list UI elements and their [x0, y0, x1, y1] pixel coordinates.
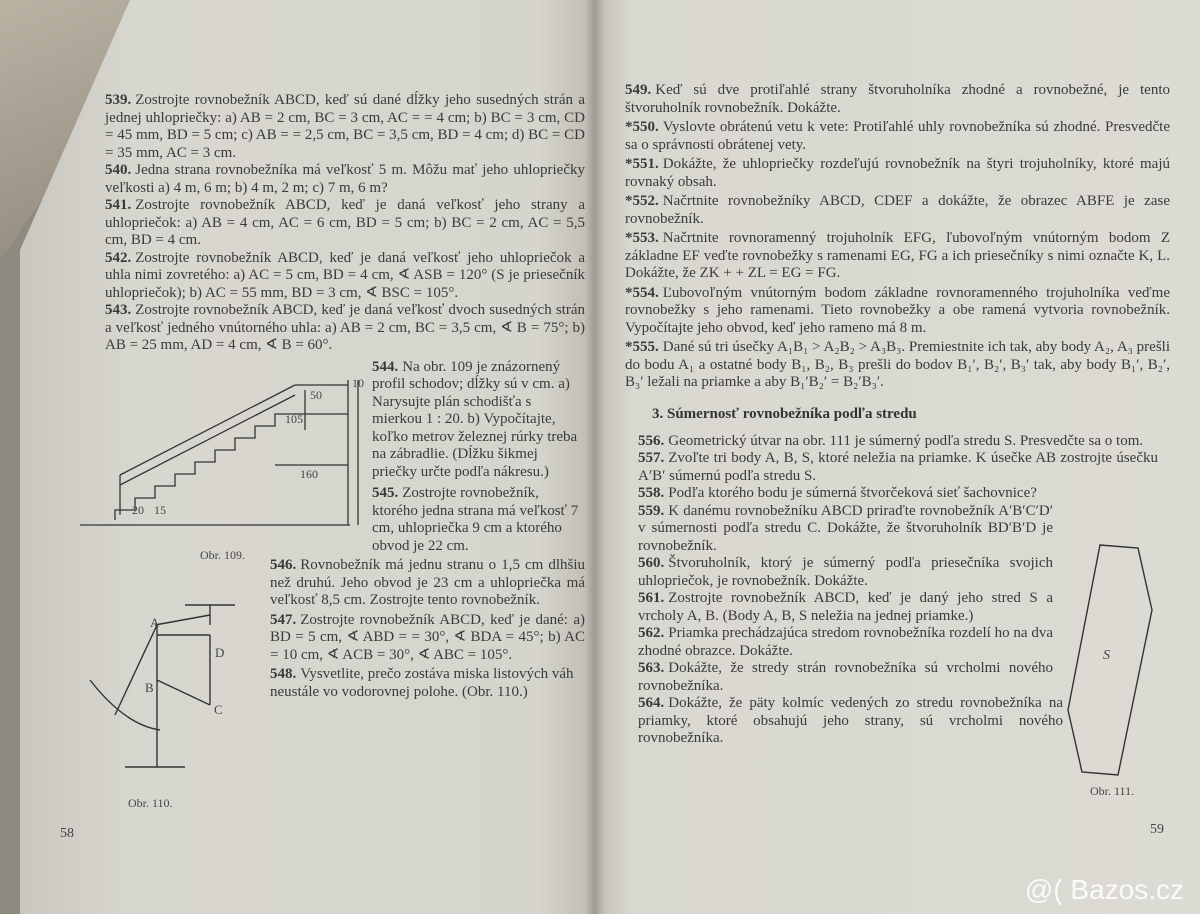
exercise-text: Vyslovte obrátenú vetu k vete: Protiľahlé uhly rovnobežníka sú zhodné. Presvedčte sa o správnosti obrátenej vety.: [625, 119, 1170, 153]
exercise-number: 544.: [372, 358, 399, 375]
exercise-text: Podľa ktorého bodu je súmerná štvorčeková sieť šachovnice?: [668, 485, 1037, 501]
exercise-number: *554.: [625, 284, 659, 301]
exercise-550: [625, 119, 1170, 154]
exercise-number: 546.: [270, 557, 297, 573]
exercise-text: Zostrojte rovnobežník, ktorého jedna strana má veľkosť 7 cm, uhlopriečka 9 cm a ktorého obvod je 22 cm.: [372, 485, 579, 554]
page-number: 58: [60, 826, 74, 841]
exercise-number: *555.: [625, 339, 659, 355]
exercise-text: Štvoruholník, ktorý je súmerný podľa priesečníka svojich uhlopriečok, je rovnobežník. Dokážte.: [638, 555, 1053, 589]
watermark-logo: @( Bazos.cz: [1024, 874, 1184, 905]
exercise-540: [105, 162, 585, 197]
figure-caption: Obr. 111.: [1090, 784, 1135, 798]
exercise-number: 557.: [638, 450, 665, 466]
dimension-label: 15: [154, 503, 166, 517]
page-number: 59: [1150, 822, 1164, 837]
dimension-label: 10: [352, 376, 364, 390]
exercise-542: [105, 250, 585, 303]
dimension-label: 20: [132, 503, 144, 517]
exercise-number: 558.: [638, 485, 665, 501]
exercise-number: 560.: [638, 555, 665, 571]
exercise-number: *551.: [625, 156, 659, 172]
exercise-555: [625, 339, 1170, 392]
dimension-label: 50: [310, 388, 322, 402]
figure-109-staircase: [80, 375, 370, 540]
exercise-text: Dokážte, že päty kolmíc vedených zo stredu rovnobežníka na priamky, ktoré obsahujú jeho strany, sú vrcholmi nového rovnobežníka.: [638, 695, 1063, 746]
exercise-563: [638, 660, 1053, 695]
exercise-number: 541.: [105, 197, 132, 213]
exercise-text: Dokážte, že uhlopriečky rozdeľujú rovnobežník na štyri trojuholníky, ktoré majú rovnaký obsah.: [625, 156, 1170, 190]
exercise-number: 562.: [638, 625, 665, 641]
exercise-number: 543.: [105, 302, 132, 318]
exercise-number: 549.: [625, 82, 652, 98]
exercise-text: Keď sú dve protiľahlé strany štvoruholníka zhodné a rovnobežné, je tento štvoruholník rovnobežník. Dokážte.: [625, 82, 1170, 116]
exercise-544: [372, 359, 585, 482]
exercise-text: Zostrojte rovnobežník ABCD, keď je dané: a) BD = 5 cm, ∢ ABD = = 30°, ∢ BDA = 45°; b) AC = 10 cm, ∢ ACB = 30°, ∢ ABC = 105°.: [270, 611, 585, 663]
exercise-543: [105, 302, 585, 355]
section-heading: 3. Súmernosť rovnobežníka podľa stredu: [652, 405, 917, 422]
exercise-539: [105, 92, 585, 162]
exercise-547: [270, 612, 585, 665]
exercise-559: [638, 503, 1053, 556]
exercise-text: Priamka prechádzajúca stredom rovnobežníka rozdelí ho na dva zhodné obrazce. Dokážte.: [638, 625, 1053, 659]
exercise-text: Dané sú tri úsečky A₁B₁ > A₂B₂ > A₃B₃. Premiestnite ich tak, aby body A₂, A₃ prešli do bodu A₁ a ostatné body B₁, B₂, B₃ prešli do bodov B₁′, B₂′, B₃′ tak, aby body B₁′, B₂′, B₃′ ležali na priamke a aby B₁′B₂′ = B₂′B₃′.: [625, 339, 1170, 390]
exercise-556: [638, 433, 1158, 451]
exercise-560: [638, 555, 1053, 590]
point-label: B: [145, 680, 154, 695]
figure-111-hexagon: [1060, 540, 1160, 780]
exercise-text: Zostrojte rovnobežník ABCD, keď je daná veľkosť jeho uhlopriečok a uhla nimi zovretého: a) AC = 5 cm, BD = 4 cm, ∢ ASB = 120° (S je priesečník uhlopriečok); b) AC = 55 mm, BD = 3 cm, ∢ BSC = 105°.: [105, 249, 585, 301]
exercise-554: [625, 285, 1170, 338]
exercise-text: Zostrojte rovnobežník ABCD, keď sú dané dĺžky jeho susedných strán a jednej uhlopriečky: a) AB = 2 cm, BC = 3 cm, AC = = 4 cm; b) BC = 3 cm, CD = 45 mm, BD = 5 cm; c) AB = = 2,5 cm, BC = 3,5 cm, BD = 4 cm; d) BC = CD = 35 mm, AC = 3 cm.: [105, 92, 585, 161]
exercise-text: K danému rovnobežníku ABCD priraďte rovnobežník A′B′C′D′ v súmernosti podľa stredu C. Dokážte, že štvoruholník BD′B′D je rovnobežník.: [638, 502, 1053, 554]
exercise-561: [638, 590, 1053, 625]
exercise-553: [625, 230, 1170, 283]
dimension-label: 105: [285, 412, 303, 426]
point-label: D: [215, 645, 225, 660]
exercise-551: [625, 156, 1170, 191]
exercise-564: [638, 695, 1063, 748]
exercise-562: [638, 625, 1053, 660]
exercise-text: Vysvetlite, prečo zostáva miska listových váh neustále vo vodorovnej polohe. (Obr. 110.): [270, 666, 574, 700]
exercise-541: [105, 197, 585, 250]
exercise-557: [638, 450, 1158, 485]
exercise-546: [270, 557, 585, 610]
exercise-number: 556.: [638, 432, 665, 449]
exercise-number: 539.: [105, 92, 132, 108]
exercise-text: Zostrojte rovnobežník ABCD, keď je daná veľkosť jeho strany a uhlopriečok: a) AB = 4 cm, AC = 6 cm, BD = 5 cm; b) BC = 2 cm, AC = 5,5 cm, BD = 4 cm.: [105, 197, 585, 248]
exercise-text: Ľubovoľným vnútorným bodom základne rovnoramenného trojuholníka veďme rovnobežky s jeho ramenami. Tieto rovnobežky a obe ramená vytvoria rovnobežník. Vypočítajte jeho obvod, keď jeho rameno má 8 m.: [625, 284, 1170, 336]
exercise-number: 548.: [270, 666, 297, 682]
exercise-number: 547.: [270, 611, 297, 628]
exercise-text: Načrtnite rovnoramenný trojuholník EFG, ľubovoľným vnútorným bodom Z základne EF veďte rovnobežky s ramenami EG, FG a ich priesečníky s nimi označte K, L. Dokážte, že ZK + + ZL = EG = FG.: [625, 230, 1170, 281]
figure-caption: Obr. 109.: [200, 548, 245, 562]
center-label: S: [1103, 648, 1110, 663]
figure-110-scale: [85, 595, 255, 795]
exercise-text: Zostrojte rovnobežník ABCD, keď je daný jeho stred S a vrcholy A, B. (Body A, B, S neležia na jednej priamke.): [638, 590, 1053, 624]
exercise-545: [372, 485, 585, 555]
exercise-text: Jedna strana rovnobežníka má veľkosť 5 m. Môžu mať jeho uhlopriečky veľkosti a) 4 m, 6 m; b) 4 m, 2 m; c) 7 m, 6 m?: [105, 162, 585, 196]
exercise-number: 564.: [638, 695, 665, 711]
point-label: A: [150, 615, 160, 630]
exercise-number: *553.: [625, 230, 659, 246]
exercise-text: Zostrojte rovnobežník ABCD, keď je daná veľkosť dvoch susedných strán a veľkosť jedného vnútorného uhla: a) AB = 2 cm, BC = 3,5 cm, ∢ B = 75°; b) AB = 25 mm, AD = 4 cm, ∢ B = 60°.: [105, 302, 585, 353]
point-label: C: [214, 702, 223, 717]
exercise-number: *550.: [625, 119, 659, 135]
exercise-number: 540.: [105, 162, 132, 178]
exercise-548: [270, 666, 575, 701]
exercise-552: [625, 193, 1170, 228]
exercise-number: 561.: [638, 590, 665, 606]
exercise-number: 563.: [638, 660, 665, 676]
exercise-number: 559.: [638, 502, 665, 519]
book-gutter: [585, 0, 605, 914]
exercise-text: Na obr. 109 je znázornený profil schodov; dĺžky sú v cm. a) Narysujte plán schodišťa s mierkou 1 : 20. b) Vypočítajte, koľko metrov železnej rúrky treba na zábradlie. (Dĺžku šikmej priečky určte podľa nákresu.): [372, 358, 578, 480]
figure-caption: Obr. 110.: [128, 796, 173, 810]
exercise-549: [625, 82, 1170, 117]
exercise-text: Zvoľte tri body A, B, S, ktoré neležia na priamke. K úsečke AB zostrojte úsečku A′B′ súmernú podľa stredu S.: [638, 450, 1158, 484]
exercise-text: Geometrický útvar na obr. 111 je súmerný podľa stredu S. Presvedčte sa o tom.: [668, 432, 1144, 449]
exercise-text: Načrtnite rovnobežníky ABCD, CDEF a dokážte, že obrazec ABFE je zase rovnobežník.: [625, 193, 1170, 227]
exercise-number: *552.: [625, 193, 659, 209]
exercise-number: 542.: [105, 249, 132, 266]
exercise-text: Dokážte, že stredy strán rovnobežníka sú vrcholmi nového rovnobežníka.: [638, 660, 1053, 694]
exercise-558: [638, 485, 1158, 503]
exercise-number: 545.: [372, 485, 399, 501]
exercise-text: Rovnobežník má jednu stranu o 1,5 cm dlhšiu než druhú. Jeho obvod je 23 cm a uhlopriečka má veľkosť 8,5 cm. Zostrojte tento rovnobežník.: [270, 557, 585, 608]
dimension-label: 160: [300, 467, 318, 481]
